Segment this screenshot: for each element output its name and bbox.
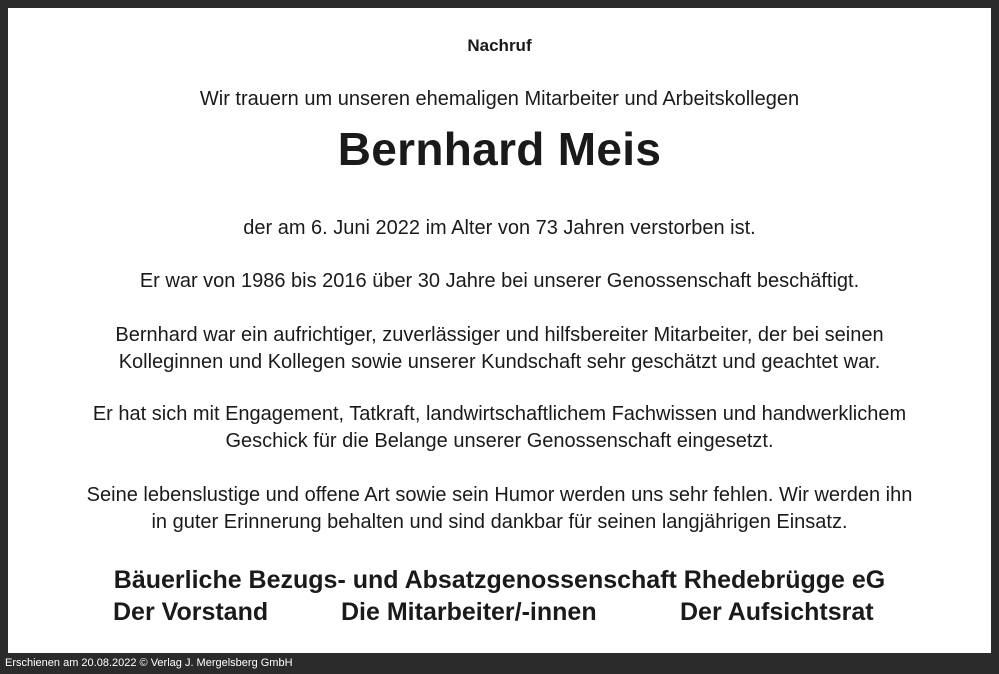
employment-line: Er war von 1986 bis 2016 über 30 Jahre bei unserer Genossenschaft beschäftigt. bbox=[139, 270, 860, 292]
obituary-notice bbox=[8, 8, 991, 653]
signatory-board: Der Vorstand bbox=[113, 598, 269, 626]
publication-note: Erschienen am 20.08.2022 © Verlag J. Mergelsberg GmbH bbox=[5, 657, 293, 669]
farewell-line-1: Seine lebenslustige und offene Art sowie sein Humor werden uns sehr fehlen. Wir werden ihn bbox=[86, 484, 913, 506]
character-paragraph bbox=[8, 322, 991, 376]
farewell-paragraph bbox=[8, 482, 991, 536]
engagement-line-1: Er hat sich mit Engagement, Tatkraft, landwirtschaftlichem Fachwissen und handwerklichem bbox=[92, 403, 907, 425]
character-line-1: Bernhard war ein aufrichtiger, zuverlässiger und hilfsbereiter Mitarbeiter, der bei seinen bbox=[115, 324, 884, 346]
signatories-row bbox=[8, 598, 991, 632]
death-date-line: der am 6. Juni 2022 im Alter von 73 Jahren verstorben ist. bbox=[243, 217, 756, 239]
signatory-supervisory-board: Der Aufsichtsrat bbox=[680, 598, 874, 626]
engagement-line-2: Geschick für die Belange unserer Genossenschaft eingesetzt. bbox=[225, 430, 774, 452]
intro-line: Wir trauern um unseren ehemaligen Mitarbeiter und Arbeitskollegen bbox=[199, 88, 800, 110]
character-line-2: Kolleginnen und Kollegen sowie unserer Kundschaft sehr geschätzt und geachtet war. bbox=[118, 351, 881, 373]
notice-heading: Nachruf bbox=[467, 36, 532, 55]
deceased-name: Bernhard Meis bbox=[337, 123, 662, 175]
signatory-staff: Die Mitarbeiter/-innen bbox=[341, 598, 597, 626]
farewell-line-2: in guter Erinnerung behalten und sind dankbar für seinen langjährigen Einsatz. bbox=[151, 511, 848, 533]
engagement-paragraph bbox=[8, 401, 991, 455]
organization-name: Bäuerliche Bezugs- und Absatzgenossenschaft Rhedebrügge eG bbox=[113, 566, 886, 594]
